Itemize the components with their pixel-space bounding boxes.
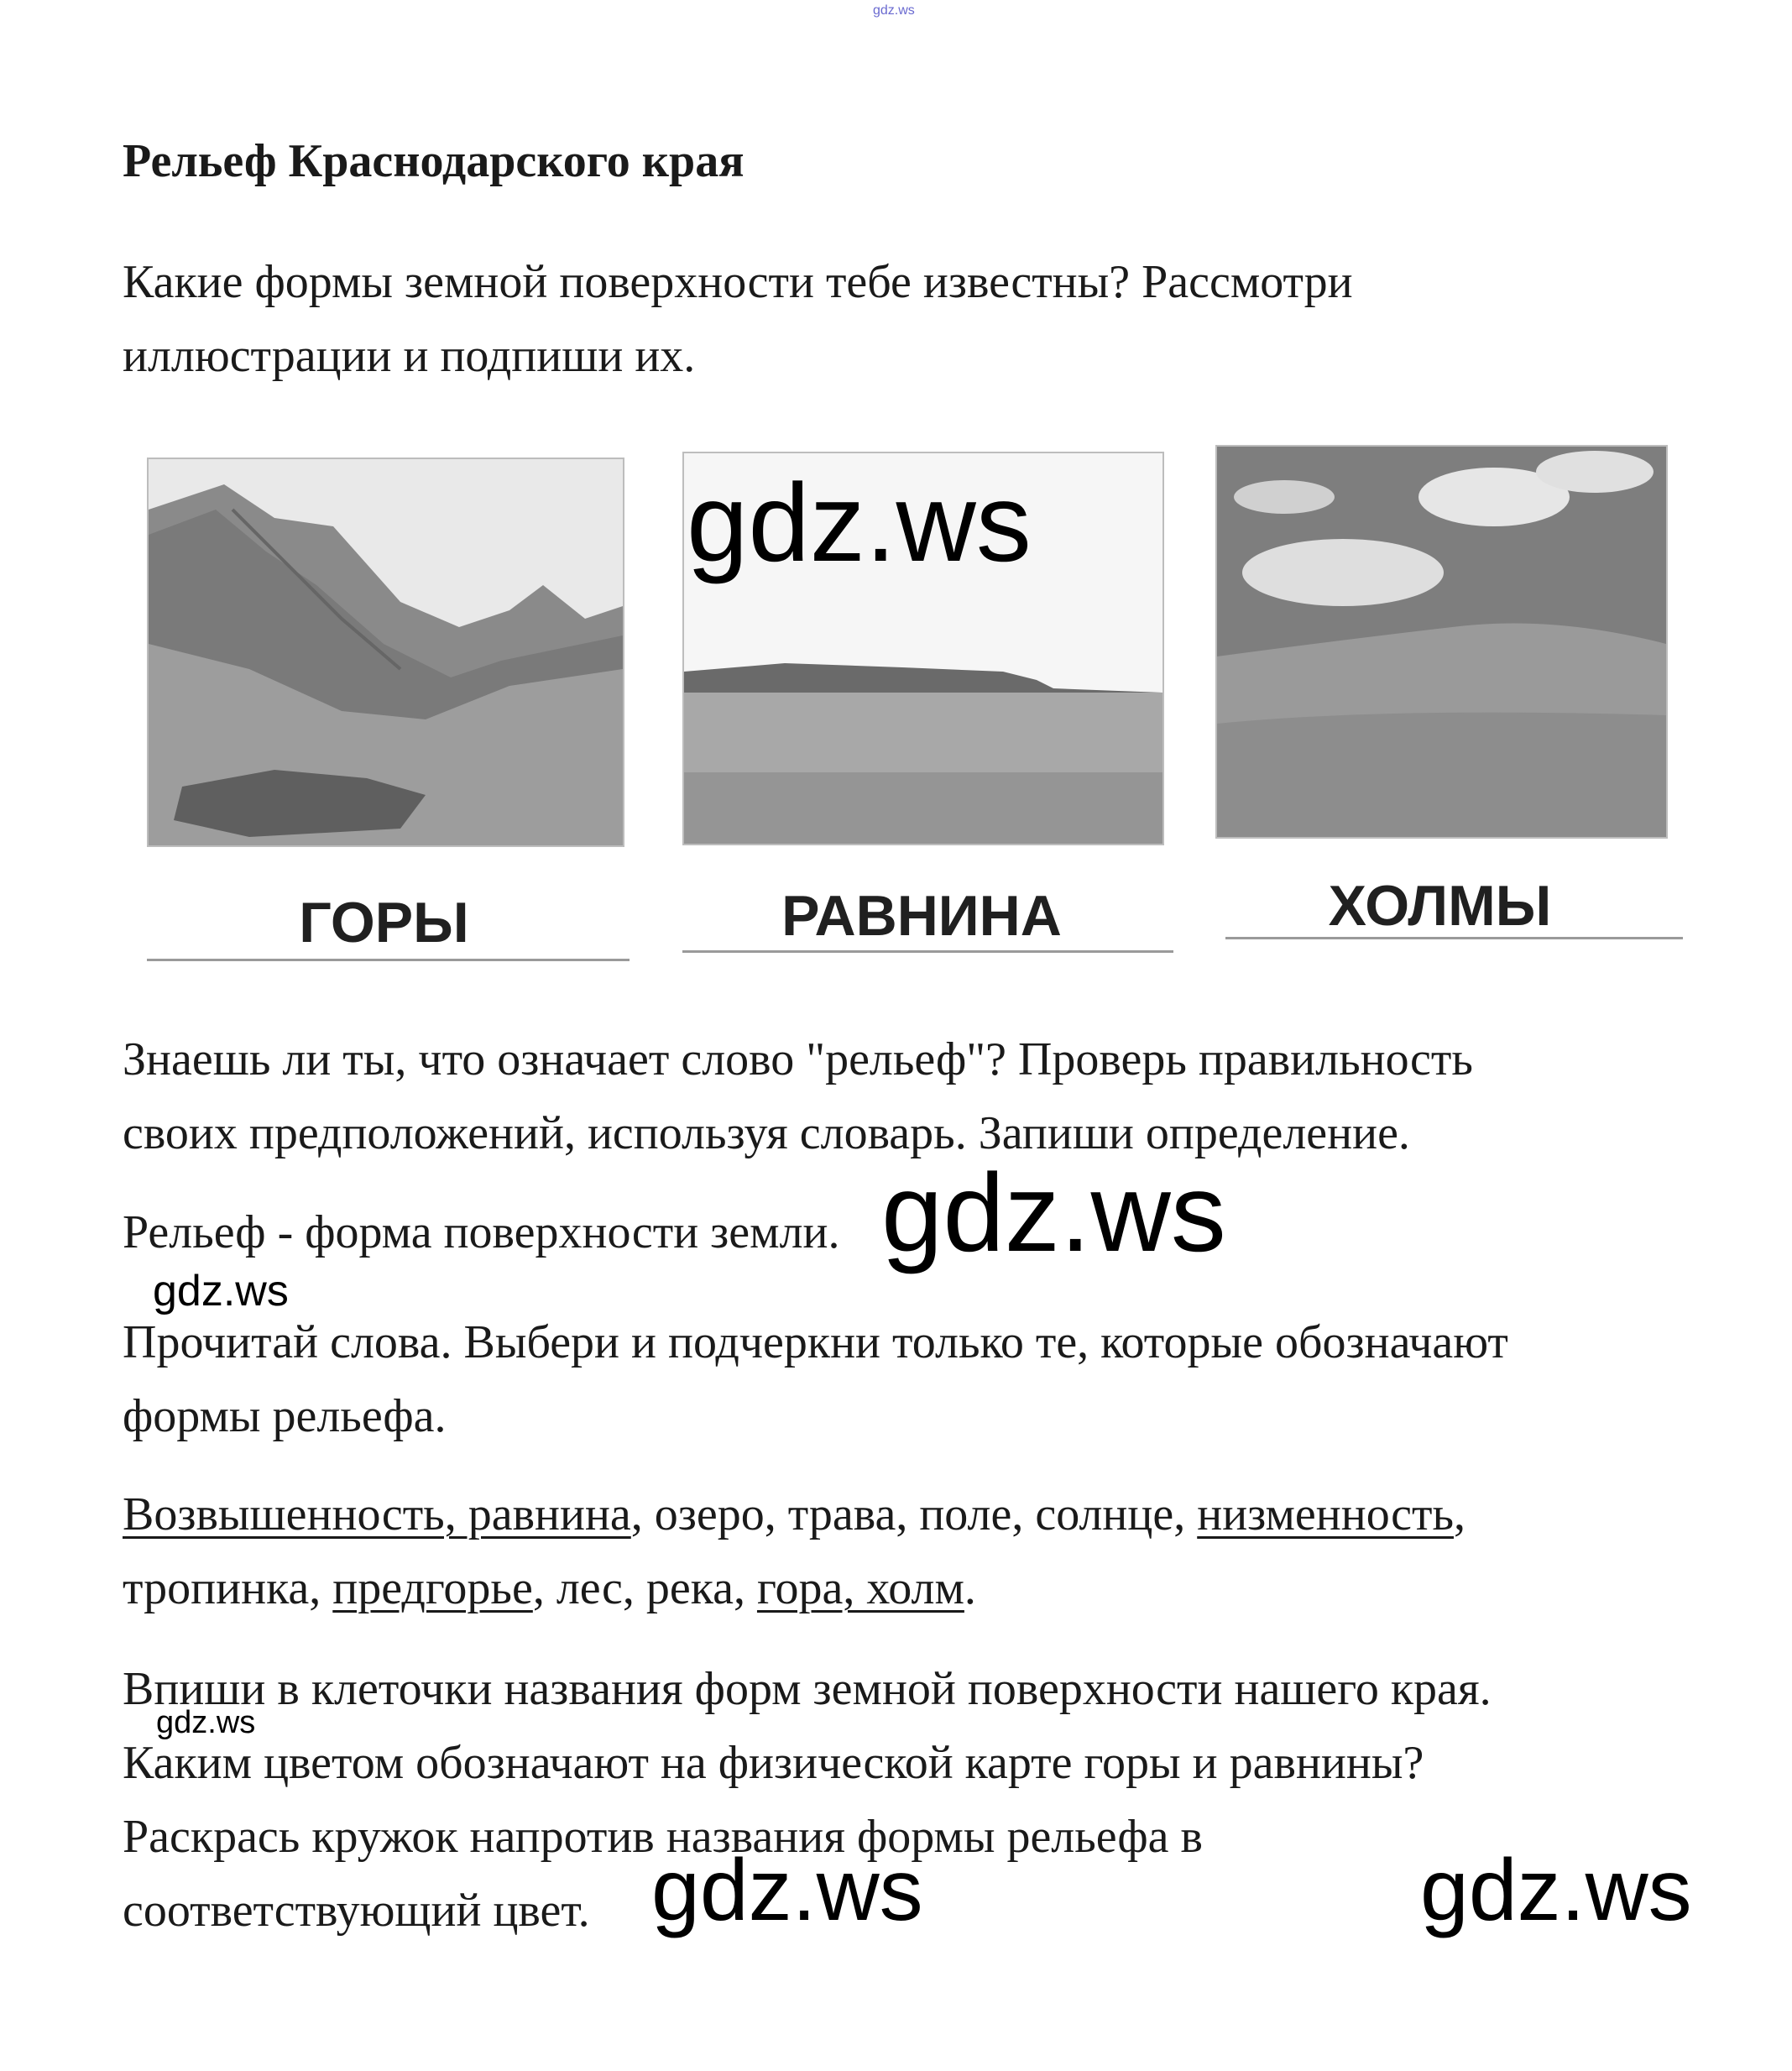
- plain-words: , озеро, трава, поле, солнце,: [630, 1488, 1198, 1540]
- watermark: gdz.ws: [1420, 1842, 1692, 1939]
- underlined-word: предгорье: [332, 1562, 533, 1614]
- plain-words: , лес, река,: [532, 1562, 757, 1614]
- word-list-line2: [123, 1551, 976, 1625]
- underlined-word: низменность: [1197, 1488, 1454, 1540]
- underlined-word: Возвышенность, равнина: [123, 1488, 631, 1540]
- task4-line1: Впиши в клеточки названия форм земной поверхности нашего края.: [123, 1663, 1492, 1715]
- task1-line1: Какие формы земной поверхности тебе известны? Рассмотри: [123, 256, 1353, 308]
- mountains-photo: [147, 458, 624, 847]
- page-title: Рельеф Краснодарского края: [123, 135, 744, 187]
- watermark: gdz.ws: [651, 1842, 923, 1939]
- caption-mountains: ГОРЫ: [299, 891, 469, 954]
- caption-line-mountains: [147, 959, 630, 961]
- plain-words: ,: [1453, 1488, 1465, 1540]
- plain-words: тропинка,: [123, 1562, 333, 1614]
- word-list-line1: [123, 1477, 1465, 1551]
- hills-photo: [1215, 445, 1668, 839]
- caption-line-plain: [682, 950, 1173, 953]
- watermark: gdz.ws: [687, 461, 1032, 584]
- task1-line2: иллюстрации и подпиши их.: [123, 330, 696, 382]
- header-watermark: gdz.ws: [873, 3, 915, 18]
- task4-line2: Каким цветом обозначают на физической карте горы и равнины?: [123, 1737, 1424, 1789]
- answer-definition: Рельеф - форма поверхности земли.: [123, 1206, 840, 1258]
- task3-line2: формы рельефа.: [123, 1390, 447, 1442]
- underlined-word: гора, холм: [756, 1562, 964, 1614]
- watermark: gdz.ws: [153, 1267, 289, 1315]
- task2-line2: своих предположений, используя словарь. Запиши определение.: [123, 1107, 1410, 1159]
- plain-words: .: [964, 1562, 976, 1614]
- watermark: gdz.ws: [881, 1151, 1226, 1274]
- task4-line4: соответствующий цвет.: [123, 1885, 590, 1937]
- caption-hills: ХОЛМЫ: [1328, 874, 1552, 938]
- caption-line-hills: [1225, 937, 1683, 939]
- task4-line3: Раскрась кружок напротив названия формы рельефа в: [123, 1811, 1203, 1863]
- caption-plain: РАВНИНА: [781, 884, 1062, 948]
- watermark: gdz.ws: [156, 1705, 256, 1740]
- task2-line1: Знаешь ли ты, что означает слово "рельеф"? Проверь правильность: [123, 1033, 1473, 1085]
- task3-line1: Прочитай слова. Выбери и подчеркни только те, которые обозначают: [123, 1316, 1508, 1368]
